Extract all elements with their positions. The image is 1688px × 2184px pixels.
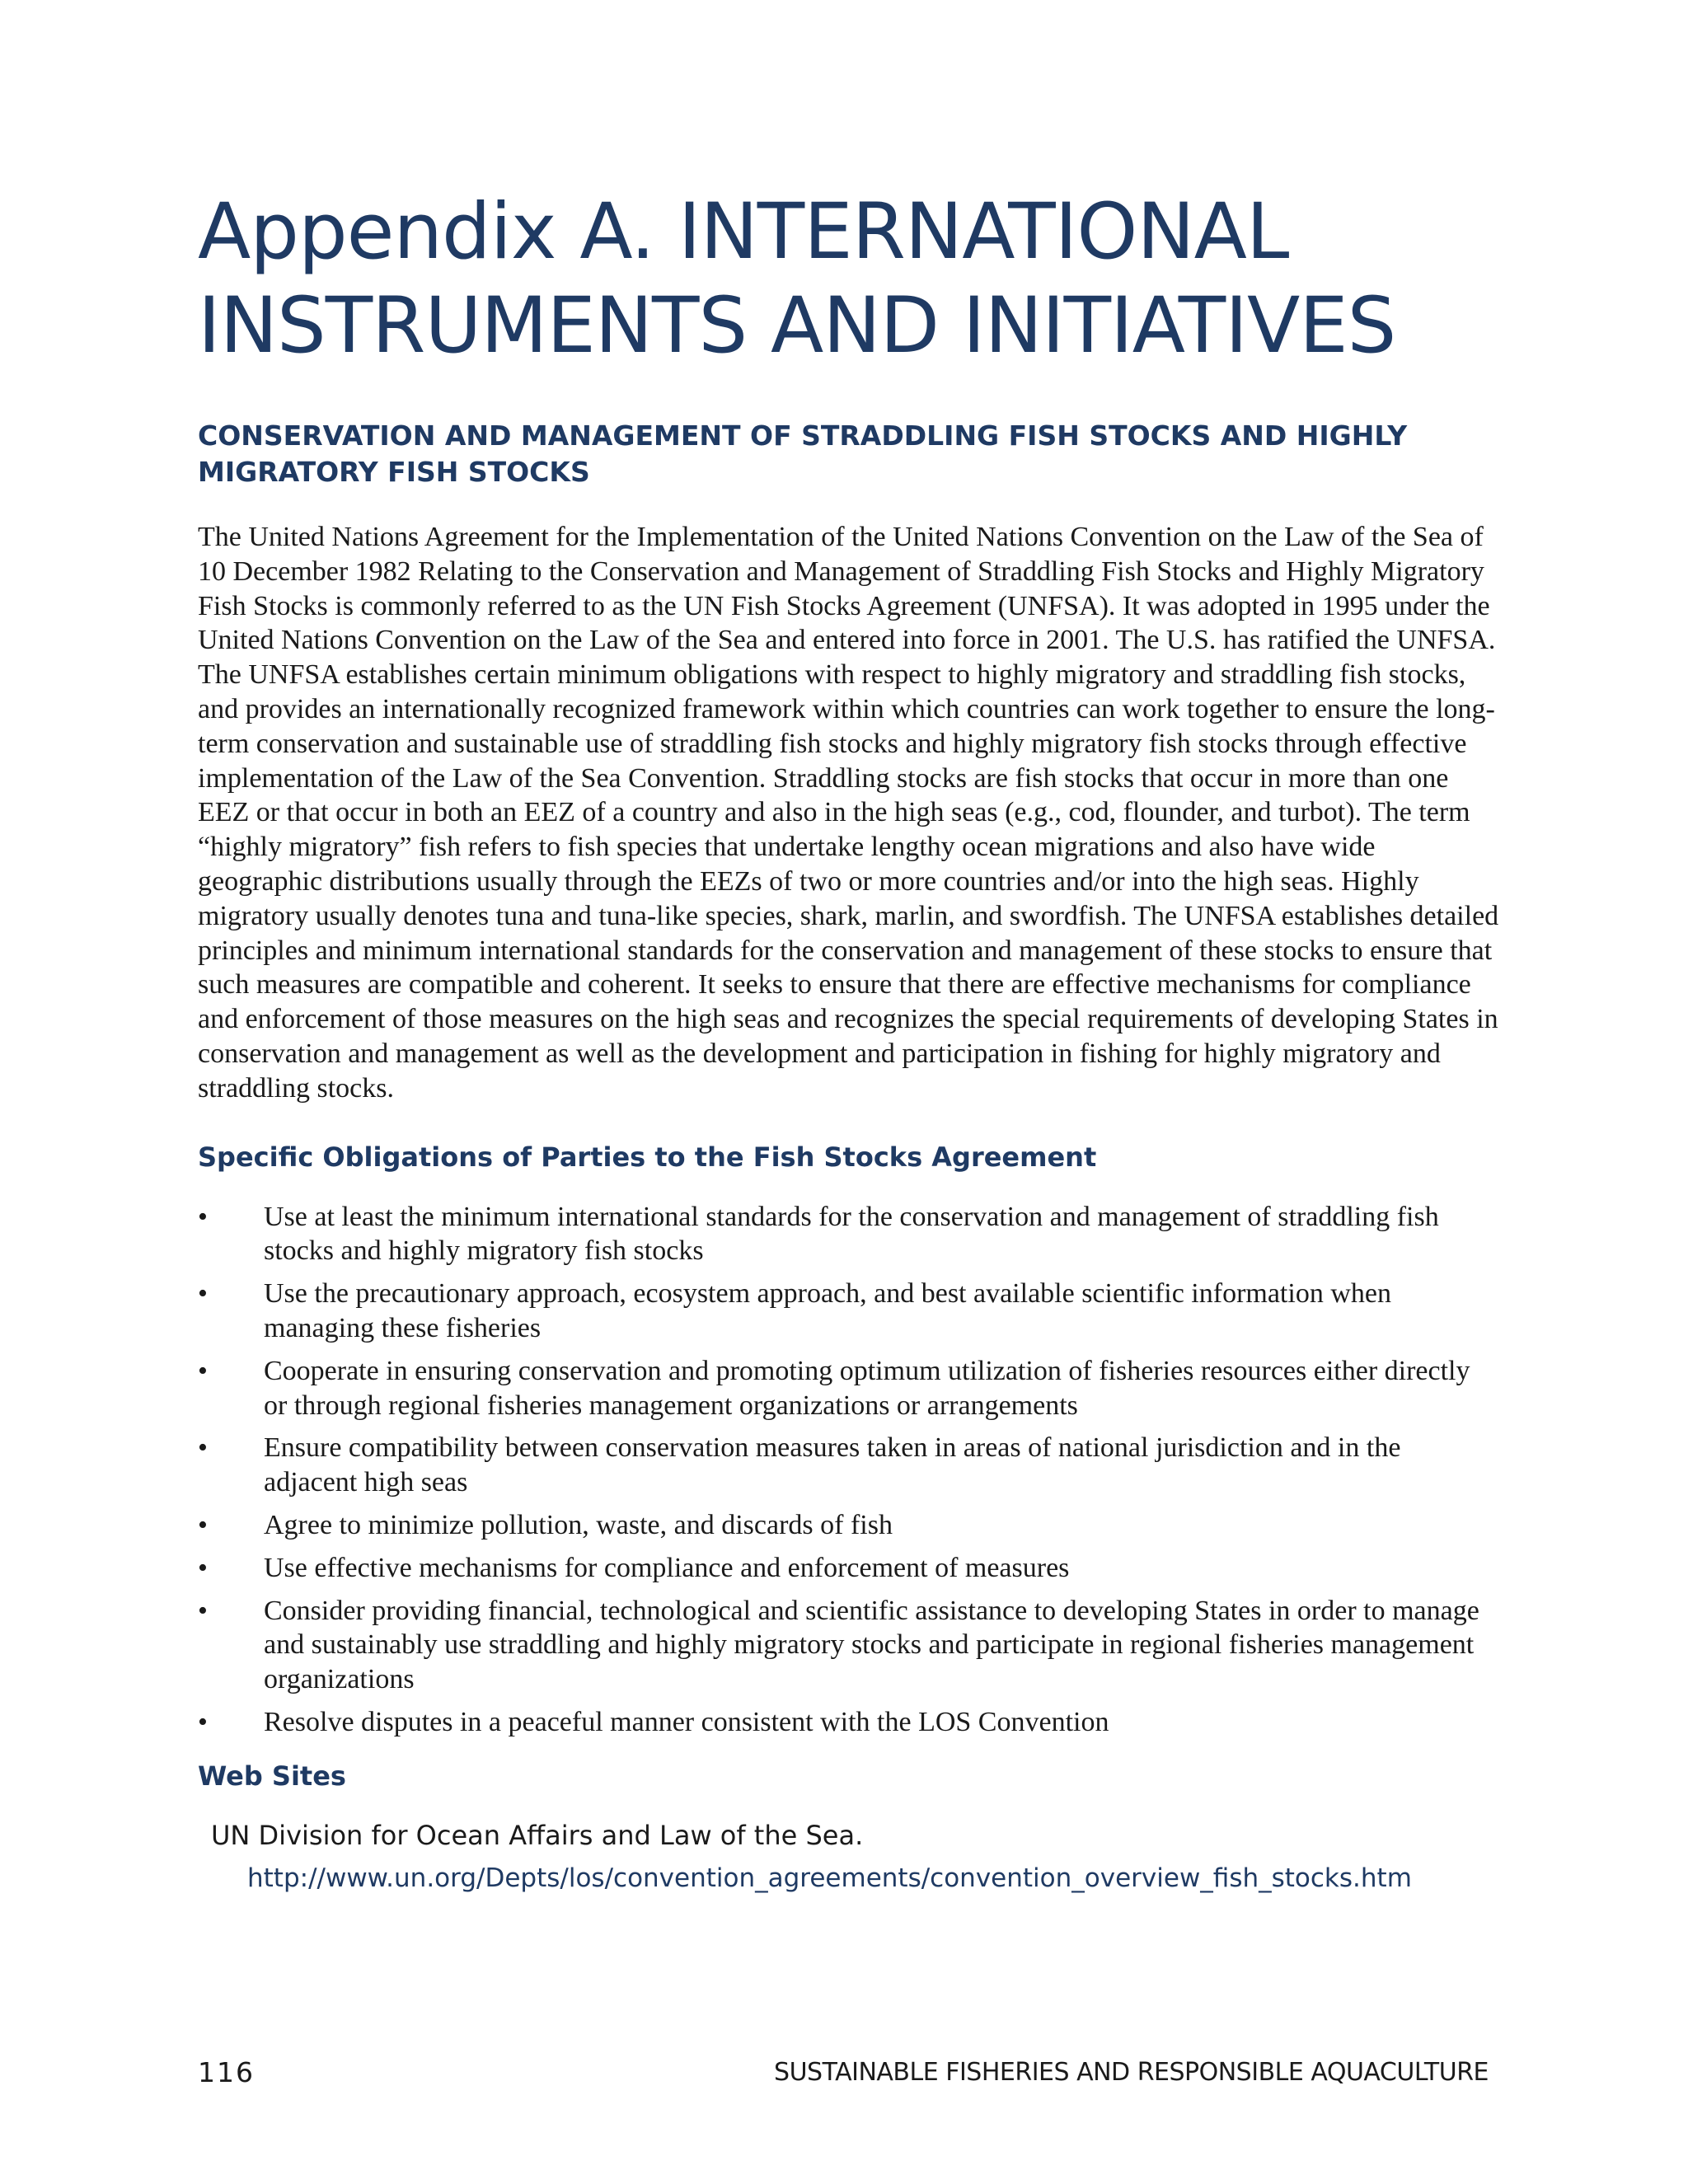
bullet-icon: • [198, 1355, 208, 1386]
bullet-icon: • [198, 1509, 208, 1540]
obligation-text: Ensure compatibility between conservation measures taken in areas of national jurisdiction and in the adjacent high seas [264, 1432, 1401, 1498]
page-title [198, 185, 1500, 373]
web-site-org: UN Division for Ocean Affairs and Law of the Sea. [211, 1819, 864, 1851]
running-title: SUSTAINABLE FISHERIES AND RESPONSIBLE AQUACULTURE [774, 2058, 1489, 2087]
obligation-text: Cooperate in ensuring conservation and promoting optimum utilization of fisheries resources either directly or through regional fisheries management organizations or arrangements [264, 1355, 1470, 1421]
bullet-icon: • [198, 1432, 208, 1464]
bullet-icon: • [198, 1706, 208, 1737]
obligation-item [198, 1508, 1500, 1543]
obligation-text: Resolve disputes in a peaceful manner consistent with the LOS Convention [264, 1706, 1109, 1737]
web-sites-heading: Web Sites [198, 1760, 346, 1792]
obligation-item [198, 1431, 1500, 1500]
obligation-text: Agree to minimize pollution, waste, and discards of fish [264, 1509, 893, 1540]
section-heading: CONSERVATION AND MANAGEMENT OF STRADDLING FISH STOCKS AND HIGHLY MIGRATORY FISH STOCKS [198, 419, 1408, 488]
obligation-item [198, 1200, 1500, 1269]
obligation-text: Use the precautionary approach, ecosystem approach, and best available scientific information when managing these fisheries [264, 1278, 1391, 1343]
obligation-item [198, 1277, 1500, 1346]
bullet-icon: • [198, 1201, 208, 1232]
obligations-heading: Specific Obligations of Parties to the Fish Stocks Agreement [198, 1141, 1097, 1173]
page-content [198, 185, 1500, 1898]
obligation-text: Use effective mechanisms for compliance and enforcement of measures [264, 1552, 1070, 1583]
bullet-icon: • [198, 1552, 208, 1583]
obligation-item [198, 1594, 1500, 1697]
obligation-item [198, 1354, 1500, 1423]
page-title-line-2: INSTRUMENTS AND INITIATIVES [198, 281, 1396, 371]
page-title-line-1: Appendix A. INTERNATIONAL [198, 187, 1289, 277]
page-number: 116 [198, 2056, 255, 2088]
web-site-link[interactable]: http://www.un.org/Depts/los/convention_agreements/convention_overview_fish_stocks.htm [247, 1863, 1412, 1893]
obligation-text: Use at least the minimum international standards for the conservation and management of straddling fish stocks and highly migratory fish stocks [264, 1201, 1439, 1267]
bullet-icon: • [198, 1278, 208, 1310]
obligation-item [198, 1705, 1500, 1740]
obligation-item [198, 1551, 1500, 1586]
obligations-list [198, 1200, 1500, 1740]
page-footer [198, 2054, 1489, 2092]
obligation-text: Consider providing financial, technological and scientific assistance to developing States in order to manage and sustainably use straddling and highly migratory stocks and participate in regional fisheries management organizations [264, 1595, 1479, 1695]
intro-paragraph: The United Nations Agreement for the Implementation of the United Nations Convention on the Law of the Sea of 10 December 1982 Relating to the Conservation and Management of Straddling Fish Stocks and Highly Migratory Fish Stocks is commonly referred to as the UN Fish Stocks Agreement (UNFSA). It was adopted in 1995 under the United Nations Convention on the Law of the Sea and entered into force in 2001. The U.S. has ratified the UNFSA. The UNFSA establishes certain minimum obligations with respect to highly migratory and straddling fish stocks, and provides an internationally recognized framework within which countries can work together to ensure the long-term conservation and sustainable use of straddling fish stocks and highly migratory fish stocks through effective implementation of the Law of the Sea Convention. Straddling stocks are fish stocks that occur in more than one EEZ or that occur in both an EEZ of a country and also in the high seas (e.g., cod, flounder, and turbot). The term “highly migratory” fish refers to fish species that undertake lengthy ocean migrations and also have wide geographic distributions usually through the EEZs of two or more countries and/or into the high seas. Highly migratory usually denotes tuna and tuna-like species, shark, marlin, and swordfish. The UNFSA establishes detailed principles and minimum international standards for the conservation and management of these stocks to ensure that such measures are compatible and coherent. It seeks to ensure that there are effective mechanisms for compliance and enforcement of those measures on the high seas and recognizes the special requirements of developing States in conservation and management as well as the development and participation in fishing for highly migratory and straddling stocks. [198, 522, 1499, 1104]
bullet-icon: • [198, 1595, 208, 1626]
